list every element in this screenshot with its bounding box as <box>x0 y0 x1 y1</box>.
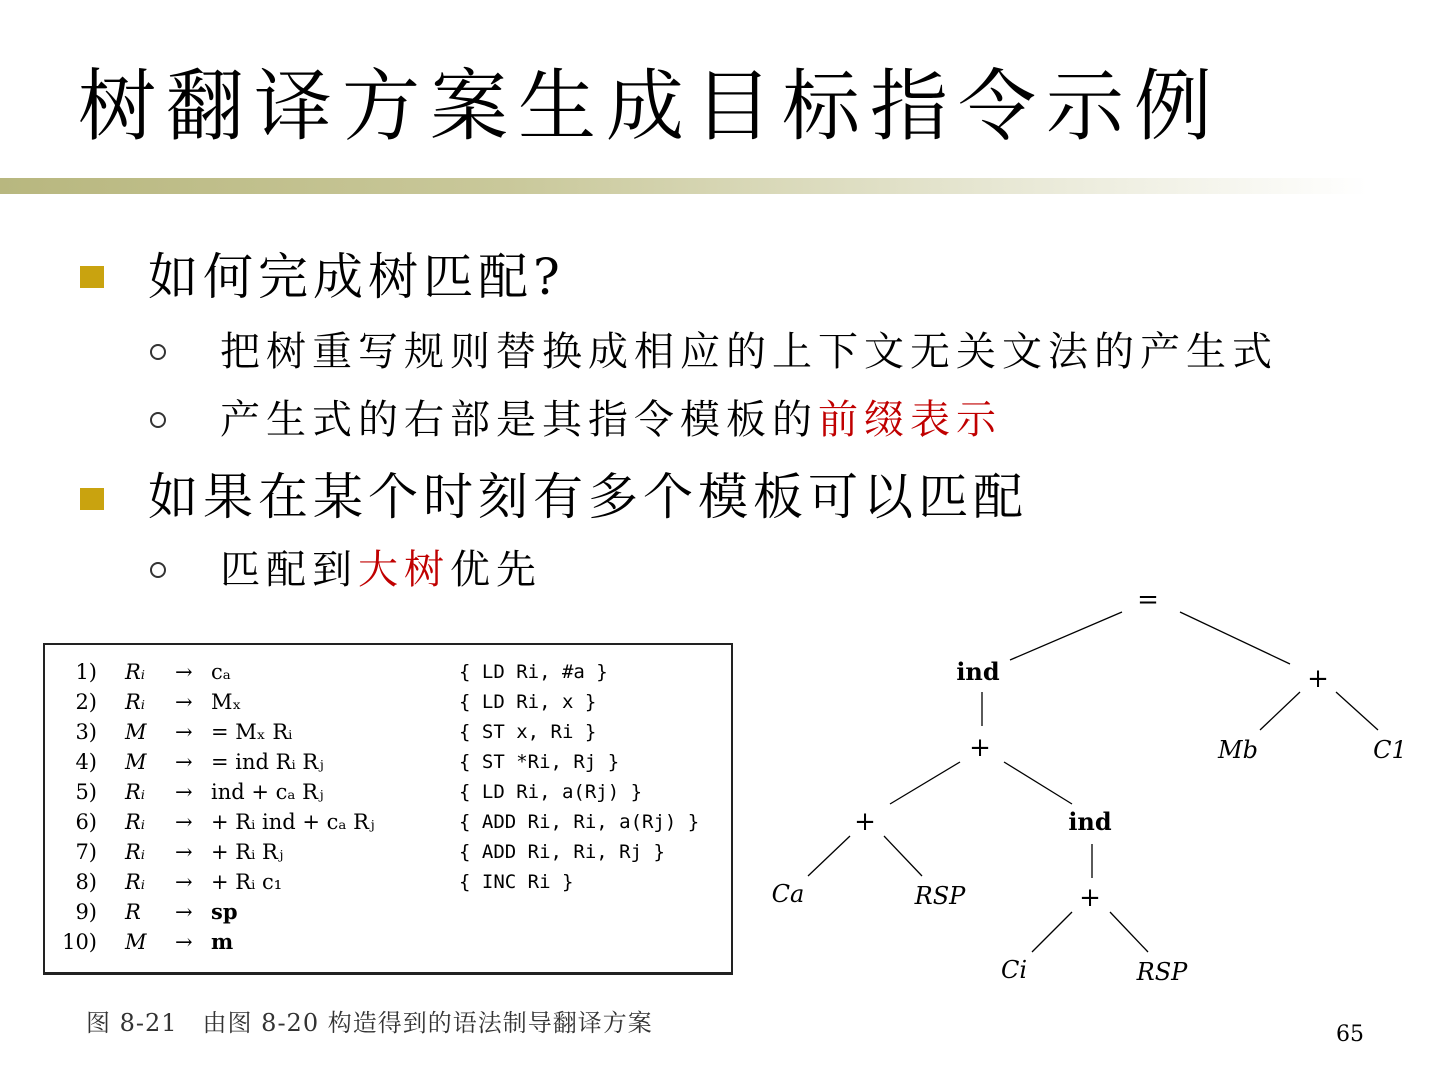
table-row <box>45 867 731 897</box>
table-row <box>45 927 731 957</box>
translation-scheme-figure <box>43 643 733 975</box>
rule-lhs: Rᵢ <box>125 810 146 834</box>
sub-bullet-text-part: 把树重写规则替换成相应的上下文无关文法的产生式 <box>220 329 1278 375</box>
tree-node-label: = <box>1137 585 1159 615</box>
rule-action: { ST *Ri, Rj } <box>459 751 620 773</box>
highlighted-text: 大树 <box>358 547 450 593</box>
rule-lhs: M <box>125 750 147 774</box>
tree-node-label: + <box>854 807 876 837</box>
rule-arrow: → <box>175 750 193 774</box>
tree-edge <box>1336 692 1378 730</box>
rule-lhs: Rᵢ <box>125 780 146 804</box>
rule-rhs: sp <box>211 899 238 924</box>
tree-edge <box>890 762 960 804</box>
rule-action: { LD Ri, #a } <box>459 661 608 683</box>
title-underline-bar <box>0 178 1440 194</box>
tree-node-label: + <box>1079 883 1101 913</box>
rule-number: 9) <box>75 900 97 924</box>
rule-arrow: → <box>175 870 193 894</box>
bullet-text: 如果在某个时刻有多个模板可以匹配 <box>148 468 1028 526</box>
circle-bullet-icon <box>150 344 166 360</box>
tree-edge <box>1110 912 1148 952</box>
rule-number: 8) <box>75 870 97 894</box>
sub-bullet-text <box>220 397 1002 443</box>
rule-lhs: R <box>125 900 141 924</box>
tree-node-label: ind <box>1068 807 1112 836</box>
table-row <box>45 717 731 747</box>
tree-edge <box>884 836 922 876</box>
expression-tree-diagram <box>760 580 1430 1010</box>
rule-lhs: M <box>125 930 147 954</box>
rule-arrow: → <box>175 900 193 924</box>
rule-number: 2) <box>75 690 97 714</box>
rule-rhs: + Rᵢ c₁ <box>211 870 283 894</box>
tree-node-label: RSP <box>1136 958 1188 986</box>
rule-rhs: Mₓ <box>211 690 242 714</box>
square-bullet-icon <box>80 488 104 510</box>
rule-arrow: → <box>175 720 193 744</box>
rule-action: { INC Ri } <box>459 871 574 893</box>
tree-edge <box>1004 762 1072 804</box>
rule-rhs: ind + cₐ Rⱼ <box>211 780 324 804</box>
rule-rhs: = ind Rᵢ Rⱼ <box>211 750 324 774</box>
rule-number: 5) <box>75 780 97 804</box>
table-row <box>45 747 731 777</box>
tree-node-label: ind <box>956 657 1000 686</box>
page-number: 65 <box>1336 1022 1364 1047</box>
rule-lhs: Rᵢ <box>125 690 146 714</box>
rule-arrow: → <box>175 930 193 954</box>
sub-bullet-text <box>220 329 1278 375</box>
rule-arrow: → <box>175 690 193 714</box>
table-row <box>45 777 731 807</box>
rule-number: 3) <box>75 720 97 744</box>
circle-bullet-icon <box>150 412 166 428</box>
rule-lhs: Rᵢ <box>125 840 146 864</box>
highlighted-text: 前缀表示 <box>818 397 1002 443</box>
tree-node-label: + <box>969 733 991 763</box>
rule-action: { LD Ri, a(Rj) } <box>459 781 643 803</box>
rule-rhs: = Mₓ Rᵢ <box>211 720 293 744</box>
sub-bullet-text <box>220 547 542 593</box>
rule-rhs: m <box>211 929 234 954</box>
figure-caption: 图 8-21 由图 8-20 构造得到的语法制导翻译方案 <box>86 1009 653 1037</box>
rule-number: 1) <box>75 660 97 684</box>
circle-bullet-icon <box>150 562 166 578</box>
tree-edge <box>1260 692 1300 730</box>
tree-node-label: RSP <box>914 882 966 910</box>
table-row <box>45 657 731 687</box>
tree-node-label: Ci <box>1000 956 1028 984</box>
rule-number: 4) <box>75 750 97 774</box>
rule-action: { ST x, Ri } <box>459 721 597 743</box>
tree-node-label: + <box>1307 664 1329 694</box>
tree-edge <box>1032 912 1072 952</box>
rule-action: { ADD Ri, Ri, Rj } <box>459 841 665 863</box>
sub-bullet-text-part: 优先 <box>450 547 542 593</box>
tree-node-label: Mb <box>1218 736 1258 764</box>
rule-rhs: + Rᵢ Rⱼ <box>211 840 284 864</box>
rule-lhs: Rᵢ <box>125 660 146 684</box>
table-row <box>45 807 731 837</box>
rule-number: 7) <box>75 840 97 864</box>
rule-lhs: Rᵢ <box>125 870 146 894</box>
rule-number: 6) <box>75 810 97 834</box>
rule-rhs: + Rᵢ ind + cₐ Rⱼ <box>211 810 375 834</box>
table-row <box>45 837 731 867</box>
rule-rhs: cₐ <box>211 660 231 684</box>
rule-arrow: → <box>175 810 193 834</box>
bullet-text: 如何完成树匹配? <box>148 248 565 306</box>
tree-edge <box>1180 612 1290 664</box>
table-row <box>45 897 731 927</box>
tree-edge <box>1010 612 1122 660</box>
rule-action: { ADD Ri, Ri, a(Rj) } <box>459 811 700 833</box>
square-bullet-icon <box>80 266 104 288</box>
tree-node-label: C1 <box>1373 736 1407 764</box>
rule-lhs: M <box>125 720 147 744</box>
rule-arrow: → <box>175 780 193 804</box>
rule-arrow: → <box>175 660 193 684</box>
sub-bullet-text-part: 匹配到 <box>220 547 358 593</box>
rule-action: { LD Ri, x } <box>459 691 597 713</box>
sub-bullet-text-part: 产生式的右部是其指令模板的 <box>220 397 818 443</box>
rule-arrow: → <box>175 840 193 864</box>
rule-number: 10) <box>62 930 97 954</box>
table-row <box>45 687 731 717</box>
tree-node-label: Ca <box>771 880 805 908</box>
slide-title: 树翻译方案生成目标指令示例 <box>78 62 1223 152</box>
tree-edge <box>808 836 850 876</box>
